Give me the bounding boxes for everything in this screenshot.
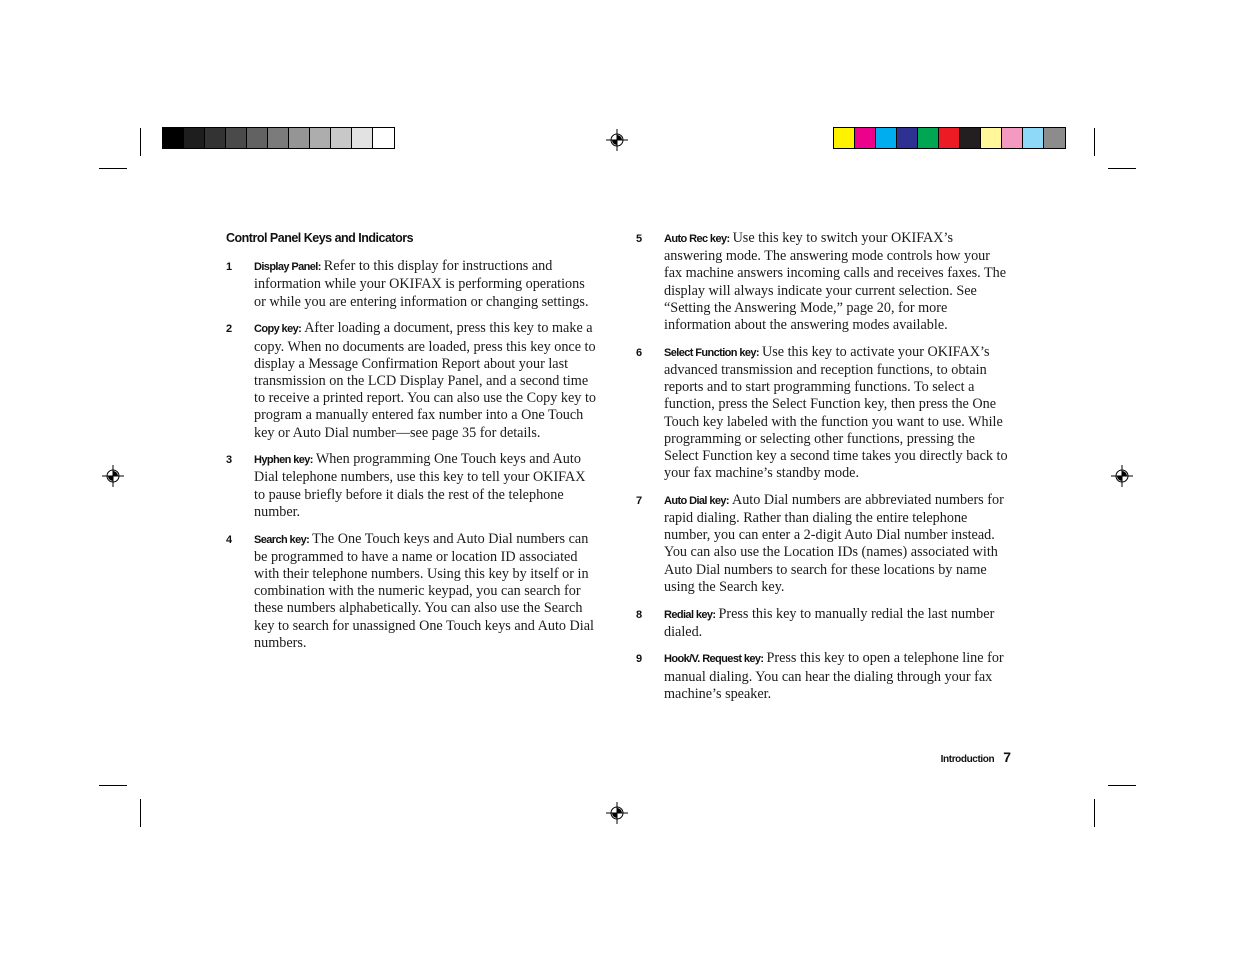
color-swatch [289, 128, 310, 148]
page-number: 7 [1003, 749, 1011, 765]
item-number: 2 [226, 323, 233, 336]
key-term: Copy key: [254, 323, 302, 336]
list-item [226, 531, 598, 652]
registration-mark-icon [606, 802, 628, 824]
list-item [636, 344, 1011, 483]
color-swatch [184, 128, 205, 148]
color-swatch [1023, 128, 1044, 148]
crop-mark [99, 168, 127, 169]
color-swatch [1044, 128, 1065, 148]
process-color-bar [833, 127, 1066, 149]
crop-mark [140, 799, 141, 827]
grayscale-color-bar [162, 127, 395, 149]
color-swatch [855, 128, 876, 148]
key-term: Auto Rec key: [664, 233, 730, 245]
item-number: 5 [636, 233, 643, 245]
color-swatch [897, 128, 918, 148]
crop-mark [1108, 785, 1136, 786]
key-term: Hook/V. Request key: [664, 653, 764, 666]
color-swatch [352, 128, 373, 148]
section-heading: Control Panel Keys and Indicators [226, 231, 414, 245]
item-number: 8 [636, 608, 643, 621]
item-description: When programming One Touch keys and Auto Dial telephone numbers, use this key to tell your OKIFAX to pause briefly before it dials the rest of the telephone number. [254, 451, 586, 520]
section-name: Introduction [940, 754, 995, 765]
item-description: Press this key to open a telephone line for manual dialing. You can hear the dialing through your fax machine’s speaker. [664, 650, 1004, 702]
item-number: 1 [226, 261, 233, 274]
item-description: After loading a document, press this key to make a copy. When no documents are loaded, press this key once to display a Message Confirmation Report about your last transmission on the LCD Display Panel, and a second time to receive a printed report. You can also use the Copy key to program a manually entered fax number into a One Touch key or Auto Dial number—see page 35 for details. [254, 320, 596, 441]
key-term: Hyphen key: [254, 454, 313, 467]
crop-mark [1108, 168, 1136, 169]
color-swatch [1002, 128, 1023, 148]
list-item [636, 230, 1011, 334]
page-footer [900, 749, 1011, 767]
registration-mark-icon [606, 129, 628, 151]
color-swatch [373, 128, 394, 148]
crop-mark [99, 785, 127, 786]
color-swatch [960, 128, 981, 148]
color-swatch [939, 128, 960, 148]
color-swatch [981, 128, 1002, 148]
key-term: Auto Dial key: [664, 494, 729, 507]
key-term: Display Panel: [254, 261, 321, 274]
item-number: 7 [636, 494, 643, 507]
color-swatch [834, 128, 855, 148]
color-swatch [876, 128, 897, 148]
item-number: 4 [226, 533, 233, 546]
key-term: Redial key: [664, 608, 716, 621]
item-description: Press this key to manually redial the last number dialed. [664, 605, 995, 640]
color-swatch [310, 128, 331, 148]
crop-mark [140, 128, 141, 156]
list-item [226, 451, 598, 521]
item-description: Use this key to activate your OKIFAX’s advanced transmission and reception functions, to obtain reports and to start programming functions. To select a function, press the Select Function key, then press the One Touch key labeled with the function you want to use. While programming or selecting other functions, pressing the Select Function key a second time takes you directly back to your fax machine’s standby mode. [664, 343, 1008, 482]
left-column [226, 230, 598, 661]
item-number: 6 [636, 346, 643, 359]
crop-mark [1094, 799, 1095, 827]
crop-mark [1094, 128, 1095, 156]
list-item [636, 492, 1011, 596]
list-item [226, 320, 598, 441]
color-swatch [226, 128, 247, 148]
color-swatch [331, 128, 352, 148]
list-item [636, 606, 1011, 641]
key-term: Select Function key: [664, 346, 759, 359]
list-item [636, 650, 1011, 703]
color-swatch [163, 128, 184, 148]
registration-mark-icon [1111, 465, 1133, 487]
key-term: Search key: [254, 533, 310, 546]
color-swatch [268, 128, 289, 148]
color-swatch [247, 128, 268, 148]
item-description: Use this key to switch your OKIFAX’s answering mode. The answering mode controls how your fax machine answers incoming calls and receives faxes. The display will always indicate your current selection. See “Setting the Answering Mode,” page 20, for more information about the answering modes available. [664, 230, 1007, 334]
color-swatch [205, 128, 226, 148]
item-number: 3 [226, 454, 233, 467]
right-column [636, 230, 1011, 713]
list-item [226, 258, 598, 311]
item-description: The One Touch keys and Auto Dial numbers can be programmed to have a name or location ID associated with their telephone numbers. Using this key by itself or in combination with the numeric keypad, you can search for these numbers alphabetically. You can also use the Search key to search for unassigned One Touch keys and Auto Dial numbers. [254, 530, 594, 651]
item-number: 9 [636, 653, 643, 666]
color-swatch [918, 128, 939, 148]
registration-mark-icon [102, 465, 124, 487]
item-description: Refer to this display for instructions and information while your OKIFAX is performing operations or while you are entering information or changing settings. [254, 258, 589, 310]
item-description: Auto Dial numbers are abbreviated numbers for rapid dialing. Rather than dialing the entire telephone number, you can enter a 2-digit Auto Dial number instead. You can also use the Location IDs (names) associated with Auto Dial numbers to search for these locations by name using the Search key. [664, 491, 1004, 595]
